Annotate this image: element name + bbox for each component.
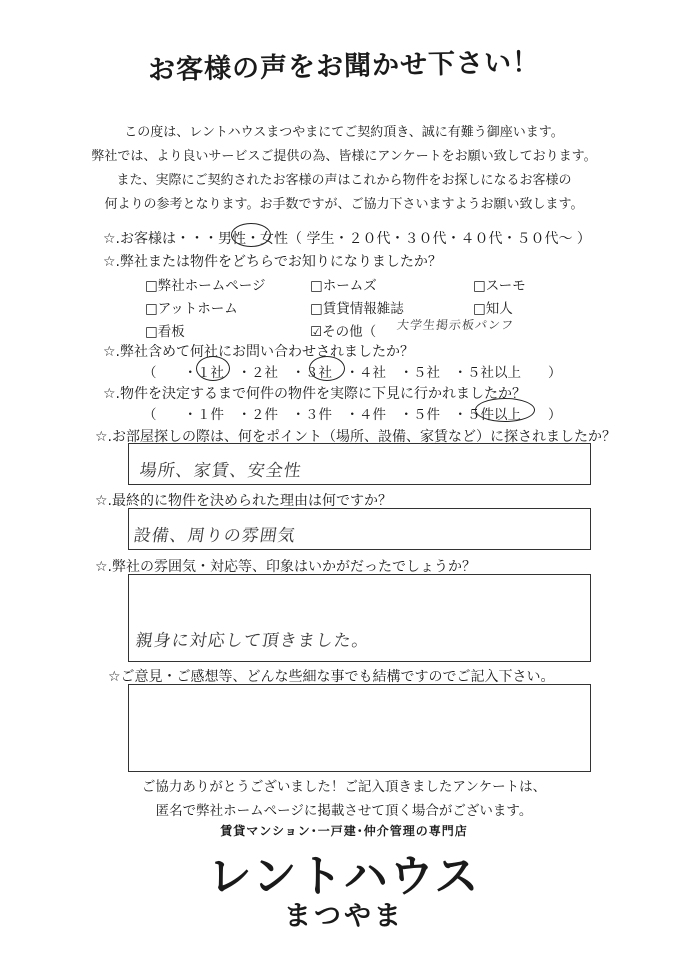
answer-box-comments	[128, 684, 591, 772]
company-tagline: 賃貸マンション･一戸建･仲介管理の専門店	[220, 824, 468, 838]
q-reason-label: ☆.最終的に物件を決められた理由は何ですか？	[95, 493, 392, 509]
selection-circle-3sha	[309, 356, 345, 381]
q-impression-label: ☆.弊社の雰囲気・対応等、印象はいかがだったでしょうか？	[95, 559, 476, 575]
q-comments-label: ☆ご意見・ご感想等、どんな些細な事でも結構ですのでご記入下さい。	[108, 669, 555, 685]
companies-options: （ ・１社 ・２社 ・３社 ・４社 ・５社 ・５社以上 ）	[143, 365, 562, 381]
option-rental-magazine: □賃貸情報雑誌	[310, 301, 404, 317]
intro-line-1: この度は、レントハウスまつやまにてご契約頂き、誠に有難う御座います。	[124, 125, 564, 140]
footer-line-1: ご協力ありがとうございました！ご記入頂きましたアンケートは、	[141, 779, 547, 795]
q-source-label: ☆.弊社または物件をどちらでお知りになりましたか？	[103, 254, 442, 270]
option-homes: □ホームズ	[310, 278, 377, 294]
viewings-options: （ ・１件 ・２件 ・３件 ・４件 ・５件 ・５件以上 ）	[143, 407, 562, 423]
survey-title: お客様の声をお聞かせ下さい！	[147, 46, 541, 87]
option-athome: □アットホーム	[145, 301, 238, 317]
q-points-label: ☆.お部屋探しの際は、何をポイント（場所、設備、家賃など）に探されましたか？	[95, 429, 616, 445]
handwritten-answer-points: 場所、家賃、安全性	[138, 461, 304, 481]
option-suumo: □スーモ	[473, 278, 526, 294]
company-logo-sub: まつやま	[284, 901, 404, 932]
q-customer-label: ☆.お客様は・・・男性・女性（ 学生・２０代・３０代・４０代・５０代～ ）	[103, 231, 591, 247]
q-viewings-label: ☆.物件を決定するまで何件の物件を実際に下見に行かれましたか？	[103, 386, 526, 402]
footer-line-2: 匿名で弊社ホームページに掲載させて頂く場合がございます。	[155, 803, 533, 819]
handwritten-other-source: 大学生掲示板パンフ	[395, 318, 515, 332]
company-logo-main: レントハウス	[207, 851, 481, 902]
intro-line-3: また、実際にご契約されたお客様の声はこれから物件をお探しになるお客様の	[116, 173, 572, 188]
option-other: ☑その他（	[310, 324, 377, 340]
intro-line-2: 弊社では、より良いサービスご提供の為、皆様にアンケートをお願い致しております。	[91, 149, 597, 164]
handwritten-answer-impression: 親身に対応して頂きました。	[134, 631, 372, 651]
option-signboard: □看板	[145, 324, 185, 340]
q-companies-label: ☆.弊社含めて何社にお問い合わせされましたか？	[103, 344, 414, 360]
selection-circle-5plus	[475, 398, 535, 422]
option-acquaintance: □知人	[473, 301, 513, 317]
option-company-homepage: □弊社ホームページ	[145, 278, 266, 294]
intro-line-4: 何よりの参考となります。お手数ですが、ご協力下さいますようお願い致します。	[104, 197, 584, 212]
selection-circle-1sha	[196, 356, 230, 381]
handwritten-answer-reason: 設備、周りの雰囲気	[132, 526, 298, 546]
selection-circle-gender	[231, 223, 271, 247]
